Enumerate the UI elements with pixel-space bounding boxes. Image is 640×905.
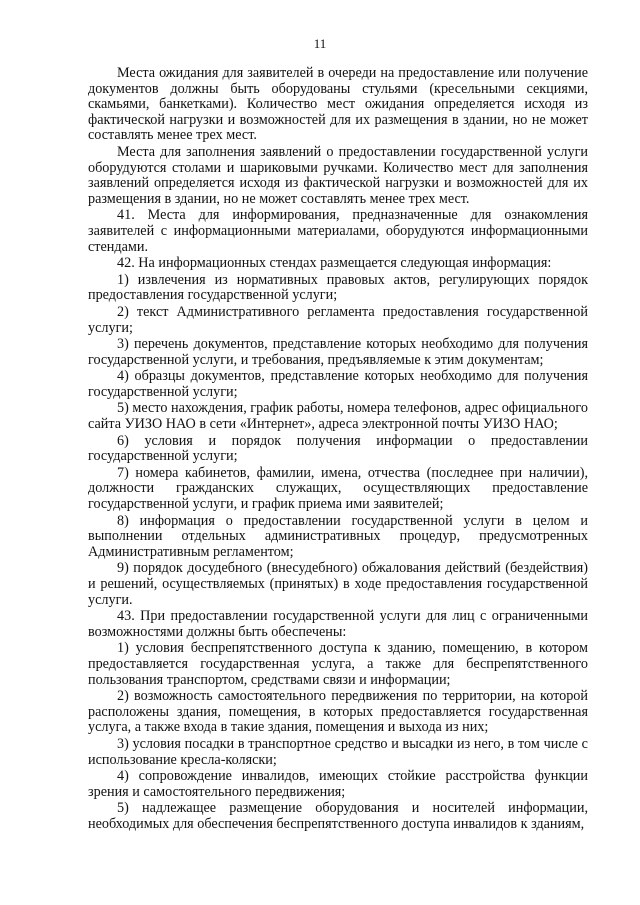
paragraph: Места для заполнения заявлений о предоставлении государственной услуги оборудуются столами и шариковыми ручками. Количество мест для заполнения заявлений определяется исходя из фактической нагрузки и возможностей для их размещения в здании, но не может составлять менее трех мест. xyxy=(88,143,588,207)
paragraph: 6) условия и порядок получения информации о предоставлении государственной услуги; xyxy=(88,432,588,465)
paragraph: 8) информация о предоставлении государственной услуги в целом и выполнении отдельных административных процедур, предусмотренных Административным регламентом; xyxy=(88,512,588,560)
paragraph: 43. При предоставлении государственной услуги для лиц с ограниченными возможностями должны быть обеспечены: xyxy=(88,608,588,640)
paragraph: 3) перечень документов, представление которых необходимо для получения государственной услуги, и требования, предъявляемые к этим документам; xyxy=(88,336,588,368)
page-number: 11 xyxy=(313,36,327,51)
paragraph: 5) надлежащее размещение оборудования и носителей информации, необходимых для обеспечения беспрепятственного доступа инвалидов к зданиям, xyxy=(88,800,588,832)
paragraph: 4) образцы документов, представление которых необходимо для получения государственной услуги; xyxy=(88,368,588,400)
paragraph: 3) условия посадки в транспортное средство и высадки из него, в том числе с использование кресла-коляски; xyxy=(88,735,588,768)
paragraph: 4) сопровождение инвалидов, имеющих стойкие расстройства функции зрения и самостоятельного передвижения; xyxy=(88,768,588,800)
paragraph: 7) номера кабинетов, фамилии, имена, отчества (последнее при наличии), должности гражданских служащих, осуществляющих предоставление государственной услуги, и график приема ими заявителей; xyxy=(88,464,588,513)
paragraph: 42. На информационных стендах размещается следующая информация: xyxy=(117,255,552,272)
document-body xyxy=(88,66,588,834)
paragraph: Места ожидания для заявителей в очереди на предоставление или получение документов должны быть оборудованы стульями (кресельными секциями, скамьями, банкетками). Количество мест ожидания определяется исходя из фактической нагрузки и возможностей для их размещения в здании, но не может составлять менее трех мест. xyxy=(88,65,588,144)
paragraph: 2) текст Административного регламента предоставления государственной услуги; xyxy=(88,303,588,336)
paragraph: 5) место нахождения, график работы, номера телефонов, адрес официального сайта УИЗО НАО в сети «Интернет», адреса электронной почты УИЗО НАО; xyxy=(88,400,588,433)
paragraph: 1) условия беспрепятственного доступа к зданию, помещению, в котором предоставляется государственная услуга, а также для беспрепятственного пользования транспортом, средствами связи и информации; xyxy=(88,640,588,688)
paragraph: 2) возможность самостоятельного передвижения по территории, на которой расположены здания, помещения, в которых предоставляется государственная услуга, а также входа в такие здания, помещения и выхода из них; xyxy=(88,688,588,736)
paragraph: 9) порядок досудебного (внесудебного) обжалования действий (бездействия) и решений, осуществляемых (принятых) в ходе предоставления государственной услуги. xyxy=(88,560,588,608)
paragraph: 41. Места для информирования, предназначенные для ознакомления заявителей с информационными материалами, оборудуются информационными стендами. xyxy=(88,207,588,255)
paragraph: 1) извлечения из нормативных правовых актов, регулирующих порядок предоставления государственной услуги; xyxy=(88,271,588,304)
